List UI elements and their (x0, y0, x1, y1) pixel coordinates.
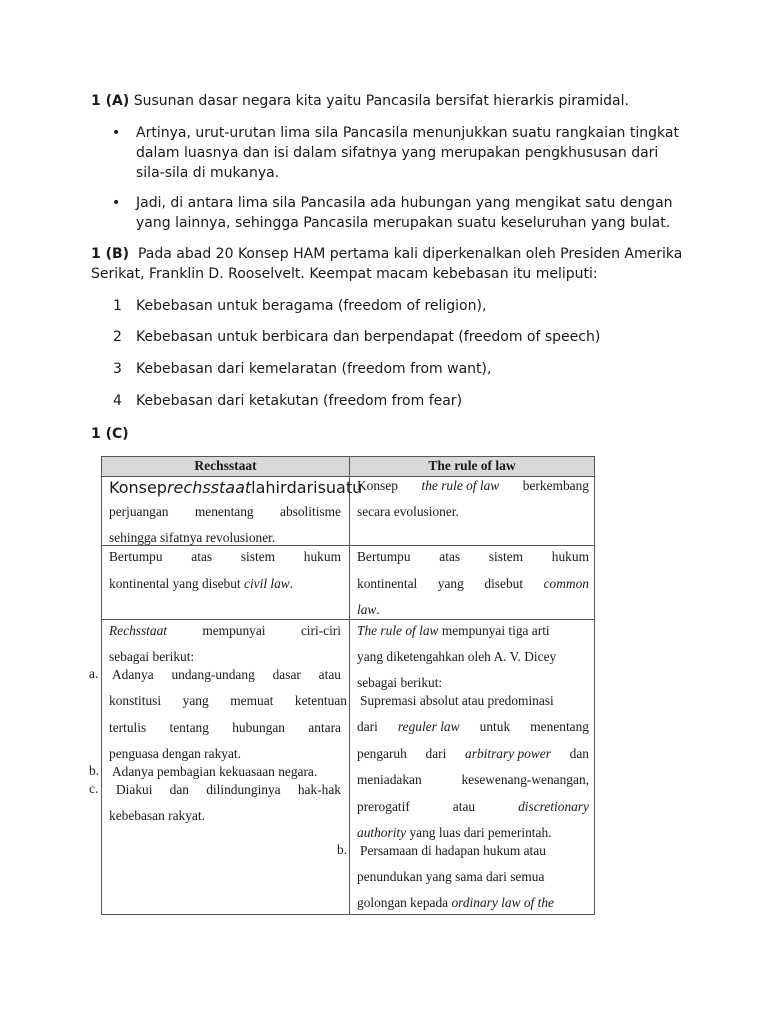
word: sistem (240, 549, 276, 564)
word: Rechsstaat (109, 623, 168, 638)
word: menentang (530, 719, 589, 734)
section-number: 1 (A) (91, 93, 130, 109)
table-cell-text (357, 602, 380, 618)
word: common (543, 576, 589, 591)
word: untuk (479, 719, 511, 734)
list-item: Kebebasan untuk beragama (freedom of religion), (136, 298, 487, 314)
table-cell-text: penguasa dengan rakyat. (109, 746, 241, 761)
word: perjuangan (109, 504, 169, 519)
word: arbitrary power (465, 746, 551, 761)
word: reguler law (397, 719, 460, 734)
list-marker: c. (89, 781, 99, 796)
table-cell-text: sebagai berikut: (357, 675, 443, 690)
bullet-2 (136, 193, 681, 233)
list-number: 2 (113, 329, 122, 345)
table-cell-text: Persamaan di hadapan hukum atau (360, 843, 546, 858)
word: atau (452, 799, 476, 814)
word: discretionary (518, 799, 589, 814)
word: kesewenang-wenangan, (461, 772, 589, 787)
table-cell-text (357, 719, 589, 735)
comparison-table (101, 456, 595, 915)
word: memuat (230, 693, 274, 708)
section-1b-heading (91, 244, 691, 264)
word: dari (425, 746, 447, 761)
section-number: 1 (C) (91, 426, 129, 442)
list-marker: b. (337, 842, 348, 857)
section-text: Susunan dasar negara kita yaitu Pancasila bersifat hierarkis piramidal. (129, 93, 629, 109)
bullet-1 (136, 123, 681, 183)
word: ciri-ciri (300, 623, 341, 638)
table-cell-text (357, 549, 589, 565)
table-cell-text (109, 576, 293, 592)
word: the rule of law (421, 478, 500, 493)
section-number: 1 (B) (91, 246, 130, 262)
text-line: Jadi, di antara lima sila Pancasila ada hubungan yang mengikat satu dengan (136, 195, 673, 211)
column-divider (349, 457, 350, 914)
table-cell-text: secara evolusioner. (357, 504, 459, 519)
section-1a-heading (91, 91, 691, 111)
text-line: yang lainnya, sehingga Pancasila merupakan suatu keseluruhan yang bulat. (136, 215, 671, 231)
table-cell-text (357, 895, 554, 911)
table-cell-text (116, 782, 341, 798)
word: dan (569, 746, 589, 761)
list-number: 1 (113, 298, 122, 314)
word: rechsstaat (166, 478, 252, 497)
word: law (357, 602, 377, 617)
table-cell-text (112, 667, 341, 683)
word: suatu (317, 478, 363, 497)
word: . (376, 602, 380, 617)
list-marker: a. (89, 666, 99, 681)
word: dari (286, 478, 318, 497)
text-line: sila-sila di mukanya. (136, 165, 280, 181)
word: lahir (251, 478, 287, 497)
table-cell-text: Supremasi absolut atau predominasi (360, 693, 554, 708)
word: ketentuan (294, 693, 347, 708)
word: dan (169, 782, 190, 797)
word: golongan kepada (357, 895, 452, 910)
word: hukum (303, 549, 341, 564)
word: yang luas dari pemerintah. (406, 825, 552, 840)
table-cell-text: sebagai berikut: (109, 649, 195, 664)
table-cell-text (109, 720, 341, 736)
table-cell-text (109, 693, 347, 709)
word: atas (191, 549, 213, 564)
word: konstitusi (109, 693, 162, 708)
table-cell-text (109, 478, 363, 497)
word: yang (437, 576, 464, 591)
bullet-marker: • (112, 195, 121, 211)
table-cell-text (357, 576, 589, 592)
table-cell-text: yang diketengahkan oleh A. V. Dicey (357, 649, 557, 664)
word: civil law (244, 576, 290, 591)
table-cell-text: penundukan yang sama dari semua (357, 869, 545, 884)
word: Adanya (112, 667, 154, 682)
table-cell-text (357, 799, 589, 815)
table-cell-text (357, 478, 589, 494)
table-cell-text (357, 825, 552, 841)
list-marker: b. (89, 763, 100, 778)
word: atau (318, 667, 341, 682)
list-item: Kebebasan dari kemelaratan (freedom from want), (136, 361, 492, 377)
text-line: dalam luasnya dan isi dalam sifatnya yang merupakan pengkhususan dari (136, 145, 659, 161)
word: The rule of law (357, 623, 439, 638)
word: berkembang (522, 478, 589, 493)
word: sistem (488, 549, 524, 564)
table-cell-text (357, 772, 589, 788)
word: mempunyai tiga arti (438, 623, 550, 638)
list-number: 3 (113, 361, 122, 377)
list-item: Kebebasan untuk berbicara dan berpendapat (freedom of speech) (136, 329, 601, 345)
word: meniadakan (357, 772, 422, 787)
word: Konsep (109, 478, 167, 497)
header-rule-of-law: The rule of law (428, 458, 516, 473)
word: prerogatif (357, 799, 410, 814)
text-line: Artinya, urut-urutan lima sila Pancasila menunjukkan suatu rangkaian tingkat (136, 125, 679, 141)
word: hukum (551, 549, 589, 564)
word: hubungan (232, 720, 285, 735)
word: Konsep (357, 478, 398, 493)
word: pengaruh (357, 746, 407, 761)
bullet-marker: • (112, 125, 121, 141)
section-text: Pada abad 20 Konsep HAM pertama kali diperkenalkan oleh Presiden Amerika (129, 246, 683, 262)
list-item: Kebebasan dari ketakutan (freedom from fear) (136, 393, 463, 409)
table-cell-text (109, 549, 341, 565)
table-cell-text: sehingga sifatnya revolusioner. (109, 530, 276, 545)
word: antara (308, 720, 341, 735)
list-number: 4 (113, 393, 122, 409)
table-cell-text: Adanya pembagian kekuasaan negara. (112, 764, 318, 779)
section-1c-heading (91, 424, 691, 444)
header-rechsstaat: Rechsstaat (194, 458, 257, 473)
table-cell-text (109, 504, 341, 520)
table-cell-text (357, 746, 589, 762)
word: absolitisme (280, 504, 341, 519)
word: undang-undang (171, 667, 255, 682)
word: tertulis (109, 720, 147, 735)
word: Diakui (116, 782, 153, 797)
word: hak-hak (297, 782, 341, 797)
word: kontinental yang disebut (109, 576, 244, 591)
table-cell-text: kebebasan rakyat. (109, 808, 205, 823)
word: mempunyai (202, 623, 266, 638)
word: Bertumpu (357, 549, 411, 564)
word: ordinary law of the (451, 895, 554, 910)
word: dasar (272, 667, 301, 682)
word: yang (182, 693, 209, 708)
row-divider (102, 619, 594, 620)
table-cell-text (357, 623, 550, 639)
word: kontinental (357, 576, 418, 591)
table-cell-text (109, 623, 341, 639)
word: dari (357, 719, 378, 734)
word: disebut (484, 576, 524, 591)
word: dilindunginya (206, 782, 281, 797)
word: . (289, 576, 294, 591)
section-1b-line-2: Serikat, Franklin D. Rooselvelt. Keempat macam kebebasan itu meliputi: (91, 266, 598, 282)
word: menentang (194, 504, 254, 519)
word: tentang (169, 720, 209, 735)
word: Bertumpu (109, 549, 163, 564)
word: atas (439, 549, 461, 564)
word: authority (357, 825, 407, 840)
